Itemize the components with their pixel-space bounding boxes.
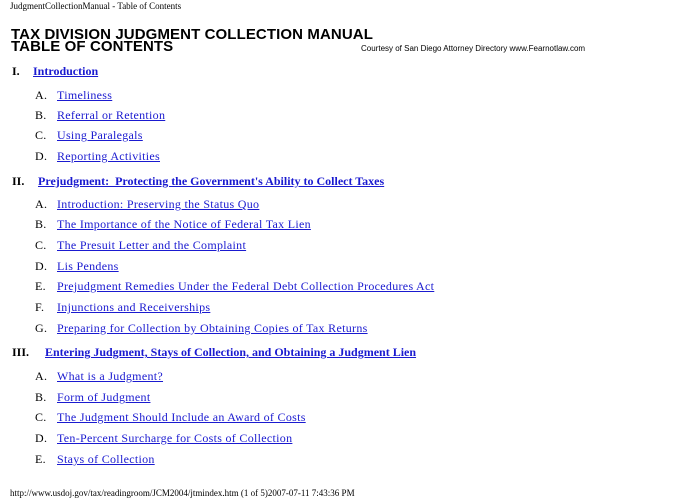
item-letter: C. [35, 238, 47, 252]
item-letter: B. [35, 390, 47, 404]
section-heading [12, 174, 384, 188]
toc-link-what-is-a-judgment[interactable]: What is a Judgment? [57, 369, 164, 383]
section-number: II. [12, 174, 25, 188]
toc-link-stays-of-collection[interactable]: Stays of Collection [57, 452, 155, 466]
section-heading [12, 64, 98, 78]
toc-item [35, 321, 368, 335]
toc-item [35, 217, 311, 231]
toc-item [35, 452, 155, 466]
toc-item [35, 149, 160, 163]
toc-link-copies-of-tax-returns[interactable]: Preparing for Collection by Obtaining Copies of Tax Returns [57, 321, 368, 335]
toc-link-prejudgment-remedies[interactable]: Prejudgment Remedies Under the Federal Debt Collection Procedures Act [57, 279, 435, 293]
toc-link-using-paralegals[interactable]: Using Paralegals [57, 128, 143, 142]
page-header: JudgmentCollectionManual - Table of Contents [10, 1, 182, 11]
toc-link-notice-of-federal-tax-lien[interactable]: The Importance of the Notice of Federal Tax Lien [57, 217, 311, 231]
item-letter: D. [35, 431, 48, 445]
item-letter: C. [35, 128, 47, 142]
item-letter: F. [35, 300, 45, 314]
toc-item [35, 390, 150, 404]
toc-item [35, 300, 210, 314]
toc-link-reporting-activities[interactable]: Reporting Activities [57, 149, 160, 163]
section-link-introduction[interactable]: Introduction [33, 64, 99, 78]
toc-link-award-of-costs[interactable]: The Judgment Should Include an Award of Costs [57, 410, 306, 424]
toc-item [35, 197, 259, 211]
item-letter: E. [35, 279, 46, 293]
toc-heading: TABLE OF CONTENTS [11, 38, 174, 55]
section-number: I. [12, 64, 20, 78]
toc-link-referral-or-retention[interactable]: Referral or Retention [57, 108, 166, 122]
item-letter: A. [35, 369, 48, 383]
toc-item [35, 431, 292, 445]
toc-item [35, 259, 119, 273]
toc-item [35, 88, 112, 102]
toc-link-preserving-status-quo[interactable]: Introduction: Preserving the Status Quo [57, 197, 260, 211]
page-footer: http://www.usdoj.gov/tax/readingroom/JCM2004/jtmindex.htm (1 of 5)2007-07-11 7:43:36 PM [10, 488, 355, 498]
item-letter: D. [35, 149, 48, 163]
section-heading [12, 345, 416, 359]
item-letter: B. [35, 108, 47, 122]
section-link-entering-judgment[interactable]: Entering Judgment, Stays of Collection, and Obtaining a Judgment Lien [45, 345, 417, 359]
item-letter: B. [35, 217, 47, 231]
section-link-prejudgment[interactable]: Prejudgment: Protecting the Government's Ability to Collect Taxes [38, 174, 385, 188]
item-letter: A. [35, 88, 48, 102]
toc-link-presuit-letter[interactable]: The Presuit Letter and the Complaint [57, 238, 247, 252]
toc-item [35, 279, 434, 293]
section-number: III. [12, 345, 30, 359]
toc-item [35, 238, 246, 252]
document-title: TAX DIVISION JUDGMENT COLLECTION MANUAL [11, 26, 373, 43]
toc-link-ten-percent-surcharge[interactable]: Ten-Percent Surcharge for Costs of Collection [57, 431, 293, 445]
courtesy-note: Courtesy of San Diego Attorney Directory www.Fearnotlaw.com [361, 44, 586, 53]
item-letter: G. [35, 321, 48, 335]
toc-item [35, 128, 143, 142]
item-letter: E. [35, 452, 46, 466]
item-letter: C. [35, 410, 47, 424]
item-letter: D. [35, 259, 48, 273]
toc-item [35, 108, 165, 122]
toc-link-injunctions-receiverships[interactable]: Injunctions and Receiverships [57, 300, 211, 314]
toc-link-timeliness[interactable]: Timeliness [57, 88, 113, 102]
toc-item [35, 369, 163, 383]
toc-link-lis-pendens[interactable]: Lis Pendens [57, 259, 119, 273]
toc-link-form-of-judgment[interactable]: Form of Judgment [57, 390, 151, 404]
toc-item [35, 410, 306, 424]
item-letter: A. [35, 197, 48, 211]
